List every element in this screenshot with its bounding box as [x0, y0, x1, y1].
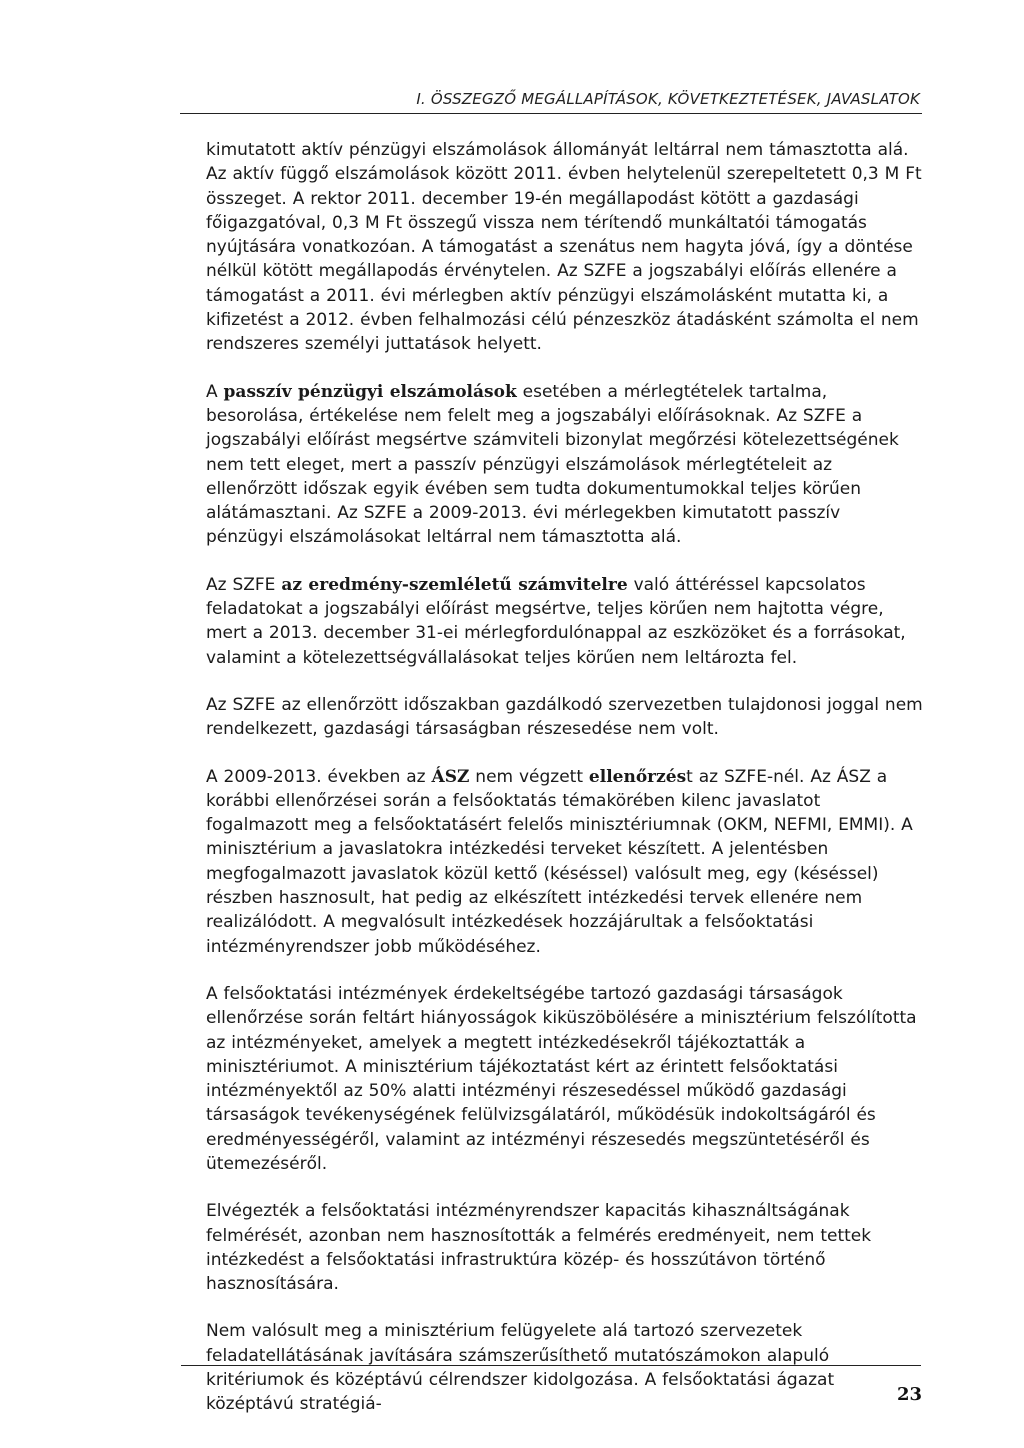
page-number: 23 — [896, 1384, 922, 1405]
paragraph-2-emphasis: passzív pénzügyi elszámolások — [223, 381, 517, 402]
paragraph-5: A 2009-2013. években az ÁSZ nem végzett ellenőrzést az SZFE-nél. Az ÁSZ a korábbi ellenőrzései során a felsőoktatás témakörében kilenc javaslatot fogalmazott meg a felsőoktatásért felelős minisztériumnak (OKM, NEFMI, EMMI). A minisztérium a javaslatokra intézkedési terveket készített. A jelentésben megfogalmazott javaslatok közül kettő (késéssel) valósult meg, egy (késéssel) részben hasznosult, hat pedig az elkészített intézkedési tervek ellenére nem realizálódott. A megvalósult intézkedések hozzájárultak a felsőoktatási intézményrendszer jobb működéséhez. — [206, 766, 913, 957]
paragraph-6 — [206, 982, 923, 1176]
header-rule — [180, 113, 922, 114]
paragraph-4 — [206, 693, 923, 742]
paragraph-8-text: Nem valósult meg a minisztérium felügyelete alá tartozó szervezetek feladatellátásának javítására számszerűsíthető mutatószámokon alapuló kritériumok és középtávú célrendszer kidolgozása. A felsőoktatási ágazat középtávú stratégiá- — [206, 1321, 835, 1415]
paragraph-3-emphasis: az eredmény-szemléletű számvitelre — [281, 574, 628, 595]
paragraph-5-emphasis-ellenorzes: ellenőrzés — [588, 766, 687, 787]
body-text — [206, 138, 923, 1440]
paragraph-3: Az SZFE az eredmény-szemléletű számvitelre való áttéréssel kapcsolatos feladatokat a jogszabályi előírást megsértve, teljes körűen nem hajtotta végre, mert a 2013. december 31-ei mérlegfordulónappal az eszközöket és a forrásokat, valamint a kötelezettségvállalásokat teljes körűen nem leltározta fel. — [206, 574, 906, 668]
paragraph-7-text: Elvégezték a felsőoktatási intézményrendszer kapacitás kihasználtságának felmérését, azonban nem hasznosították a felmérés eredményeit, nem tettek intézkedést a felsőoktatási infrastruktúra közép- és hosszútávon történő hasznosítására. — [206, 1201, 872, 1295]
running-header: I. ÖSSZEGZŐ MEGÁLLAPÍTÁSOK, KÖVETKEZTETÉSEK, JAVASLATOK — [416, 90, 920, 108]
paragraph-1-text: kimutatott aktív pénzügyi elszámolások állományát leltárral nem támasztotta alá. Az aktív függő elszámolások között 2011. évben helytelenül szerepeltetett 0,3 M Ft összeget. A rektor 2011. december 19-én megállapodást kötött a gazdasági főigazgatóval, 0,3 M Ft összegű vissza nem térítendő munkáltatói támogatás nyújtására vonatkozóan. A támogatást a szenátus nem hagyta jóvá, így a döntése nélkül kötött megállapodás érvénytelen. Az SZFE a jogszabályi előírás ellenére a támogatást a 2011. évi mérlegben aktív pénzügyi elszámolásként mutatta ki, a kifizetést a 2012. évben felhalmozási célú pénzeszköz átadásként számolta el nem rendszeres személyi juttatások helyett. — [206, 140, 922, 355]
paragraph-5-emphasis-asz: ÁSZ — [431, 766, 470, 787]
paragraph-6-text: A felsőoktatási intézmények érdekeltségébe tartozó gazdasági társaságok ellenőrzése során feltárt hiányosságok kiküszöbölésére a minisztérium felszólította az intézményeket, amelyek a megtett intézkedésekről tájékoztatták a minisztériumot. A minisztérium tájékoztatást kért az érintett felsőoktatási intézményektől az 50% alatti intézményi részesedéssel működő gazdasági társaságok tevékenységének felülvizsgálatáról, működésük indokoltságáról és eredményességéről, valamint az intézményi részesedés megszüntetéséről és ütemezéséről. — [206, 983, 917, 1174]
paragraph-8 — [206, 1319, 923, 1416]
paragraph-2: A passzív pénzügyi elszámolások esetében a mérlegtételek tartalma, besorolása, értékelése nem felelt meg a jogszabályi előírásoknak. Az SZFE a jogszabályi előírást megsértve számviteli bizonylat megőrzési kötelezettségének nem tett eleget, mert a passzív pénzügyi elszámolások mérlegtételeit az ellenőrzött időszak egyik évében sem tudta dokumentumokkal teljes körűen alátámasztani. Az SZFE a 2009-2013. évi mérlegekben kimutatott passzív pénzügyi elszámolásokat leltárral nem támasztotta alá. — [206, 381, 899, 548]
paragraph-1 — [206, 138, 923, 357]
paragraph-7 — [206, 1199, 923, 1296]
footer-rule — [181, 1365, 921, 1366]
paragraph-4-text: Az SZFE az ellenőrzött időszakban gazdálkodó szervezetben tulajdonosi joggal nem rendelkezett, gazdasági társaságban részesedése nem volt. — [206, 694, 923, 740]
